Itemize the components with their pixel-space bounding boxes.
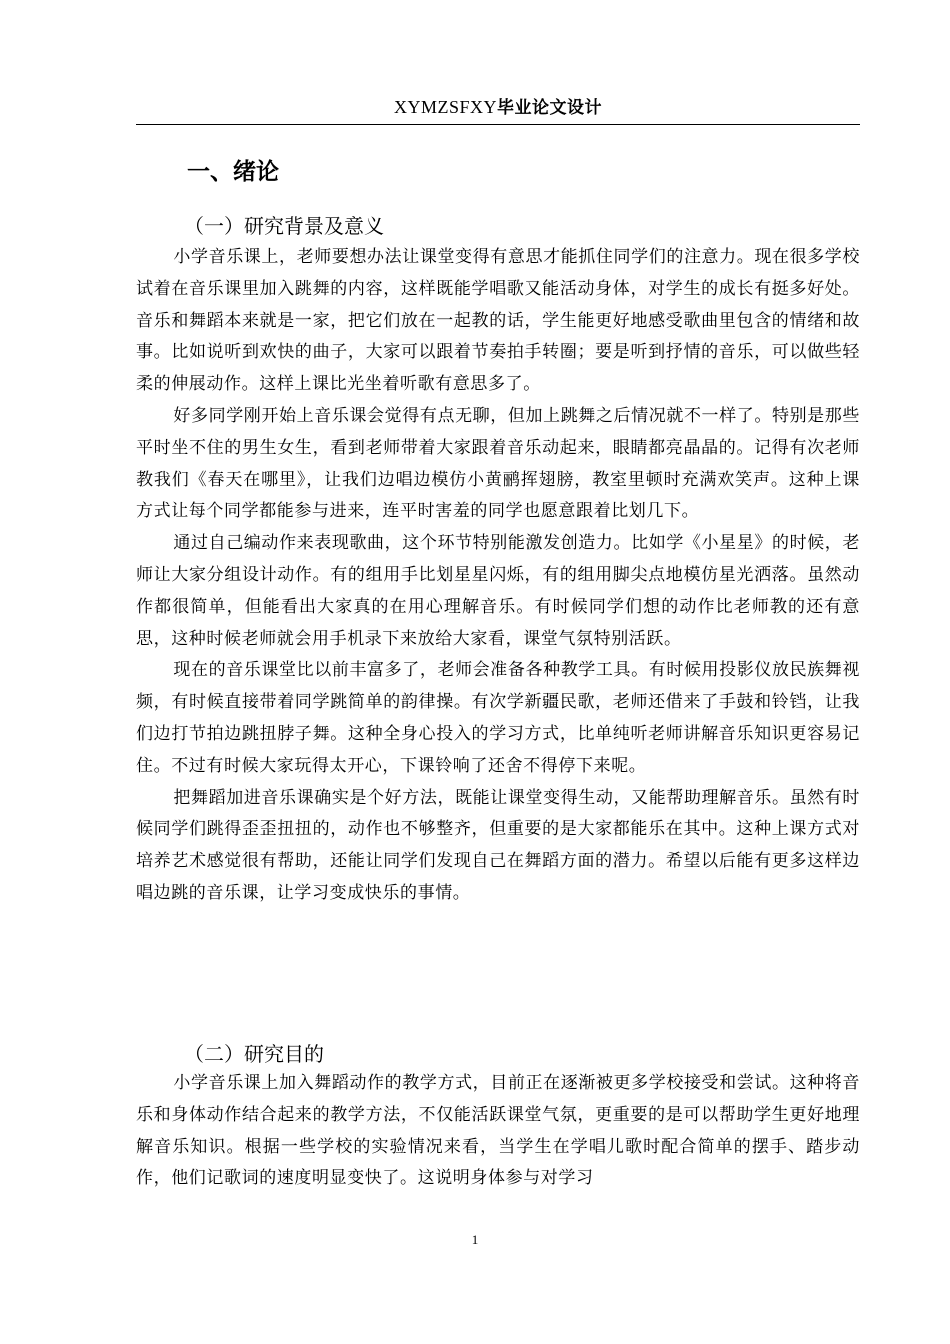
paragraph: 小学音乐课上加入舞蹈动作的教学方式，目前正在逐渐被更多学校接受和尝试。这种将音乐和身体动作结合起来的教学方法，不仅能活跃课堂气氛，更重要的是可以帮助学生更好地理解音乐知识。根据一些学校的实验情况来看，当学生在学唱儿歌时配合简单的摆手、踏步动作，他们记歌词的速度明显变快了。这说明身体参与对学习	[136, 1073, 860, 1189]
page-number: 1	[471, 1232, 479, 1247]
section-heading-background: （一）研究背景及意义	[184, 214, 384, 238]
section-body-background	[136, 242, 860, 910]
paragraph: 好多同学刚开始上音乐课会觉得有点无聊，但加上跳舞之后情况就不一样了。特别是那些平时坐不住的男生女生，看到老师带着大家跟着音乐动起来，眼睛都亮晶晶的。记得有次老师教我们《春天在哪里》，让我们边唱边模仿小黄鹂挥翅膀，教室里顿时充满欢笑声。这种上课方式让每个同学都能参与进来，连平时害羞的同学也愿意跟着比划几下。	[136, 405, 860, 522]
paragraph: 把舞蹈加进音乐课确实是个好方法，既能让课堂变得生动，又能帮助理解音乐。虽然有时候同学们跳得歪歪扭扭的，动作也不够整齐，但重要的是大家都能乐在其中。这种上课方式对培养艺术感觉很有帮助，还能让同学们发现自己在舞蹈方面的潜力。希望以后能有更多这样边唱边跳的音乐课，让学习变成快乐的事情。	[136, 787, 860, 903]
header-divider	[136, 124, 860, 125]
page-header	[136, 92, 860, 124]
chapter-title: 一、绪论	[187, 159, 279, 185]
paragraph: 通过自己编动作来表现歌曲，这个环节特别能激发创造力。比如学《小星星》的时候，老师让大家分组设计动作。有的组用手比划星星闪烁，有的组用脚尖点地模仿星光洒落。虽然动作都很简单，但能看出大家真的在用心理解音乐。有时候同学们想的动作比老师教的还有意思，这种时候老师就会用手机录下来放给大家看，课堂气氛特别活跃。	[136, 533, 860, 649]
paragraph: 现在的音乐课堂比以前丰富多了，老师会准备各种教学工具。有时候用投影仪放民族舞视频，有时候直接带着同学跳简单的韵律操。有次学新疆民歌，老师还借来了手鼓和铃铛，让我们边打节拍边跳扭脖子舞。这种全身心投入的学习方式，比单纯听老师讲解音乐知识更容易记住。不过有时候大家玩得太开心，下课铃响了还舍不得停下来呢。	[136, 660, 860, 776]
section-heading-purpose: （二）研究目的	[184, 1042, 324, 1066]
header-code: XYMZSFXY	[393, 97, 498, 117]
header-title: 毕业论文设计	[497, 98, 603, 118]
paragraph: 小学音乐课上，老师要想办法让课堂变得有意思才能抓住同学们的注意力。现在很多学校试着在音乐课里加入跳舞的内容，这样既能学唱歌又能活动身体，对学生的成长有挺多好处。音乐和舞蹈本来就是一家，把它们放在一起教的话，学生能更好地感受歌曲里包含的情绪和故事。比如说听到欢快的曲子，大家可以跟着节奏拍手转圈；要是听到抒情的音乐，可以做些轻柔的伸展动作。这样上课比光坐着听歌有意思多了。	[136, 247, 860, 395]
section-body-purpose	[136, 1068, 860, 1195]
